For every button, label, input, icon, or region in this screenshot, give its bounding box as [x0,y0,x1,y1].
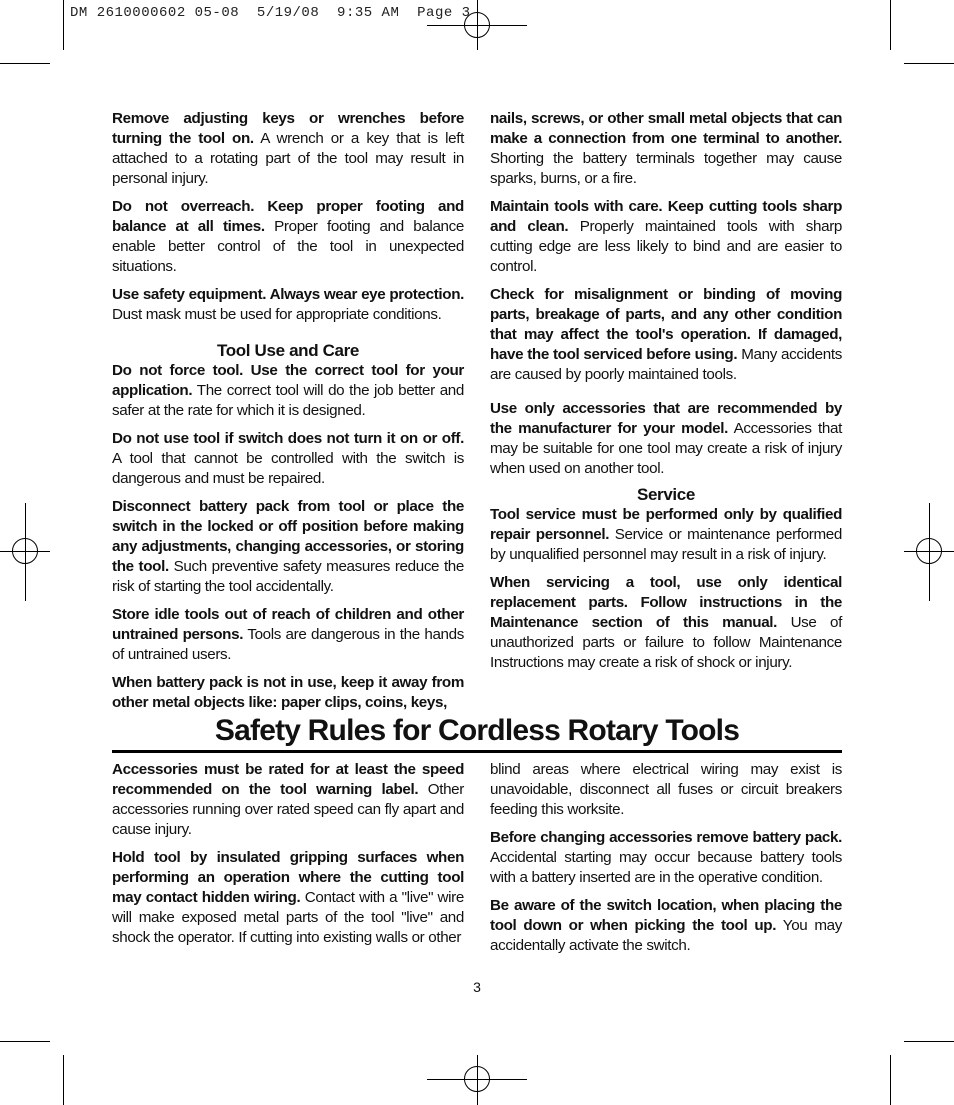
top-right-column [490,109,842,681]
bottom-left-column [112,760,464,956]
paragraph: Do not overreach. Keep proper footing and balance at all times. Proper footing and balance enable better control of the tool in unexpected situations. [112,198,464,275]
paragraph: Store idle tools out of reach of children and other untrained persons. Tools are dangerous in the hands of untrained users. [112,606,464,663]
page-number: 3 [473,979,481,995]
paragraph: Tool service must be performed only by qualified repair personnel. Service or maintenance performed by unqualified personnel may result in a risk of injury. [490,506,842,563]
paragraph: Be aware of the switch location, when placing the tool down or when picking the tool up. You may accidentally activate the switch. [490,897,843,954]
paragraph: Use safety equipment. Always wear eye protection. Dust mask must be used for appropriate conditions. [112,286,464,323]
paragraph: Use only accessories that are recommended by the manufacturer for your model. Accessories that may be suitable for one tool may create a risk of injury when used on another tool. [490,400,842,477]
section-heading: Tool Use and Care [216,341,360,360]
paragraph: Hold tool by insulated gripping surfaces when performing an operation where the cutting tool may contact hidden wiring. Contact with a "live" wire will make exposed metal parts of the tool "live" and shock the operator. If cutting into existing walls or other [112,849,464,946]
paragraph: When battery pack is not in use, keep it away from other metal objects like: paper clips, coins, keys, [112,674,464,711]
top-left-column [112,109,464,721]
paragraph: Maintain tools with care. Keep cutting tools sharp and clean. Properly maintained tools with sharp cutting edge are less likely to bind and are easier to control. [490,198,842,275]
paragraph: Check for misalignment or binding of moving parts, breakage of parts, and any other condition that may affect the tool's operation. If damaged, have the tool serviced before using. Many accidents are caused by poorly maintained tools. [490,286,842,383]
print-slug: DM 2610000602 05-08 5/19/08 9:35 AM Page 3 [70,5,471,21]
bottom-right-column [490,760,842,964]
paragraph: Accessories must be rated for at least the speed recommended on the tool warning label. Other accessories running over rated speed can fly apart and cause injury. [112,761,464,838]
section-heading: Service [636,485,696,504]
paragraph: Do not use tool if switch does not turn it on or off. A tool that cannot be controlled with the switch is dangerous and must be repaired. [112,430,464,487]
paragraph: blind areas where electrical wiring may exist is unavoidable, disconnect all fuses or circuit breakers feeding this worksite. [490,761,842,818]
paragraph: nails, screws, or other small metal objects that can make a connection from one terminal to another. Shorting the battery terminals together may cause sparks, burns, or a fire. [490,110,842,187]
paragraph: Do not force tool. Use the correct tool for your application. The correct tool will do the job better and safer at the rate for which it is designed. [112,362,464,419]
paragraph: Disconnect battery pack from tool or place the switch in the locked or off position before making any adjustments, changing accessories, or storing the tool. Such preventive safety measures reduce the risk of starting the tool accidentally. [112,498,465,595]
paragraph: Before changing accessories remove battery pack. Accidental starting may occur because battery tools with a battery inserted are in the operative condition. [490,829,842,886]
title-divider [112,750,842,753]
paragraph: When servicing a tool, use only identical replacement parts. Follow instructions in the Maintenance section of this manual. Use of unauthorized parts or failure to follow Maintenance Instructions may create a risk of shock or injury. [490,574,842,671]
paragraph: Remove adjusting keys or wrenches before turning the tool on. A wrench or a key that is left attached to a rotating part of the tool may result in personal injury. [112,110,465,187]
section-title: Safety Rules for Cordless Rotary Tools [214,714,740,747]
